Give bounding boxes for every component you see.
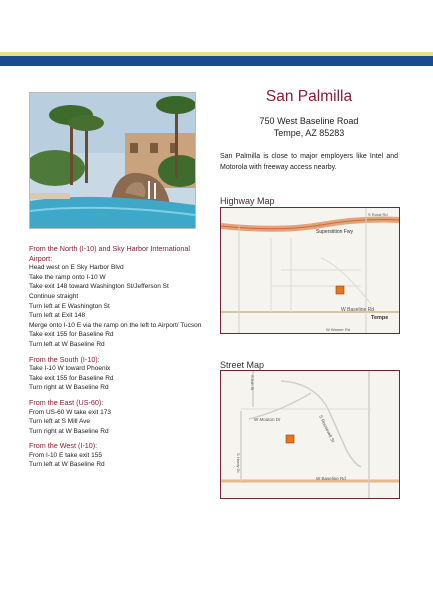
directions-heading: From the West (I-10): <box>29 441 98 451</box>
street-map-label-hardy: S Hardy Dr <box>236 453 241 473</box>
highway-map-label-rural: S Rural Rd <box>368 212 388 217</box>
street-map-location-marker <box>286 435 294 443</box>
directions-step: Turn right at W Baseline Rd <box>29 427 109 435</box>
address-line-2: Tempe, AZ 85283 <box>273 128 345 138</box>
directions-step: Head west on E Sky Harbor Blvd <box>29 264 124 272</box>
directions <box>29 244 209 475</box>
directions-step: Turn left at E Washington St <box>29 302 110 310</box>
directions-step: Turn left at Exit 148 <box>29 312 86 320</box>
directions-heading: From the North (I-10) and Sky Harbor International Airport: <box>29 244 190 263</box>
directions-step: Take exit 148 toward Washington St/Jefferson St <box>29 283 169 291</box>
street-map-label-roosevelt: S Roosevelt St <box>318 414 336 444</box>
highway-map-label-warner: W Warner Rd <box>326 327 351 332</box>
street-map <box>220 370 400 499</box>
directions-step: Take exit 155 for Baseline Rd <box>29 374 114 382</box>
directions-step: Turn right at W Baseline Rd <box>29 384 109 392</box>
highway-map-label-tempe: Tempe <box>371 315 389 321</box>
property-photo <box>29 92 196 229</box>
directions-heading: From the East (US-60): <box>29 397 104 407</box>
directions-step: Turn left at W Baseline Rd <box>29 340 105 348</box>
directions-step: Turn left at S Mill Ave <box>29 418 91 426</box>
highway-map <box>220 207 400 334</box>
directions-step: Turn left at W Baseline Rd <box>29 461 105 469</box>
directions-step: Continue straight <box>29 292 79 300</box>
directions-step: From US-60 W take exit 173 <box>29 408 111 416</box>
address-line-1: 750 West Baseline Road <box>259 116 359 126</box>
directions-section-west <box>29 441 209 470</box>
page-title: San Palmilla <box>265 88 353 105</box>
directions-step: Take exit 155 for Baseline Rd <box>29 331 114 339</box>
directions-section-south <box>29 355 209 393</box>
directions-section-north <box>29 244 209 350</box>
highway-map-heading: Highway Map <box>220 196 275 206</box>
highway-map-location-marker <box>336 286 344 294</box>
street-map-label-baseline: W Baseline Rd <box>316 476 346 481</box>
street-map-label-mouton: W Mouton Dr <box>254 417 281 422</box>
highway-map-label-baseline: W Baseline Rd <box>341 307 375 313</box>
directions-section-east <box>29 398 209 436</box>
header-stripe-blue <box>0 56 433 66</box>
directions-step: Take I-10 W toward Phoenix <box>29 365 111 373</box>
highway-map-label-superstition: Superstition Fwy <box>316 229 353 235</box>
property-description: San Palmilla is close to major employers like Intel and Motorola with freeway access nearby. <box>220 153 398 171</box>
directions-step: Merge onto I-10 E via the ramp on the left to Airport/ Tucson <box>29 321 202 329</box>
directions-heading: From the South (I-10): <box>29 354 100 364</box>
directions-step: Take the ramp onto I-10 W <box>29 273 106 281</box>
street-map-label-ash: S Ash St <box>250 375 255 391</box>
street-map-heading: Street Map <box>220 360 265 370</box>
directions-step: From I-10 E take exit 155 <box>29 451 102 459</box>
